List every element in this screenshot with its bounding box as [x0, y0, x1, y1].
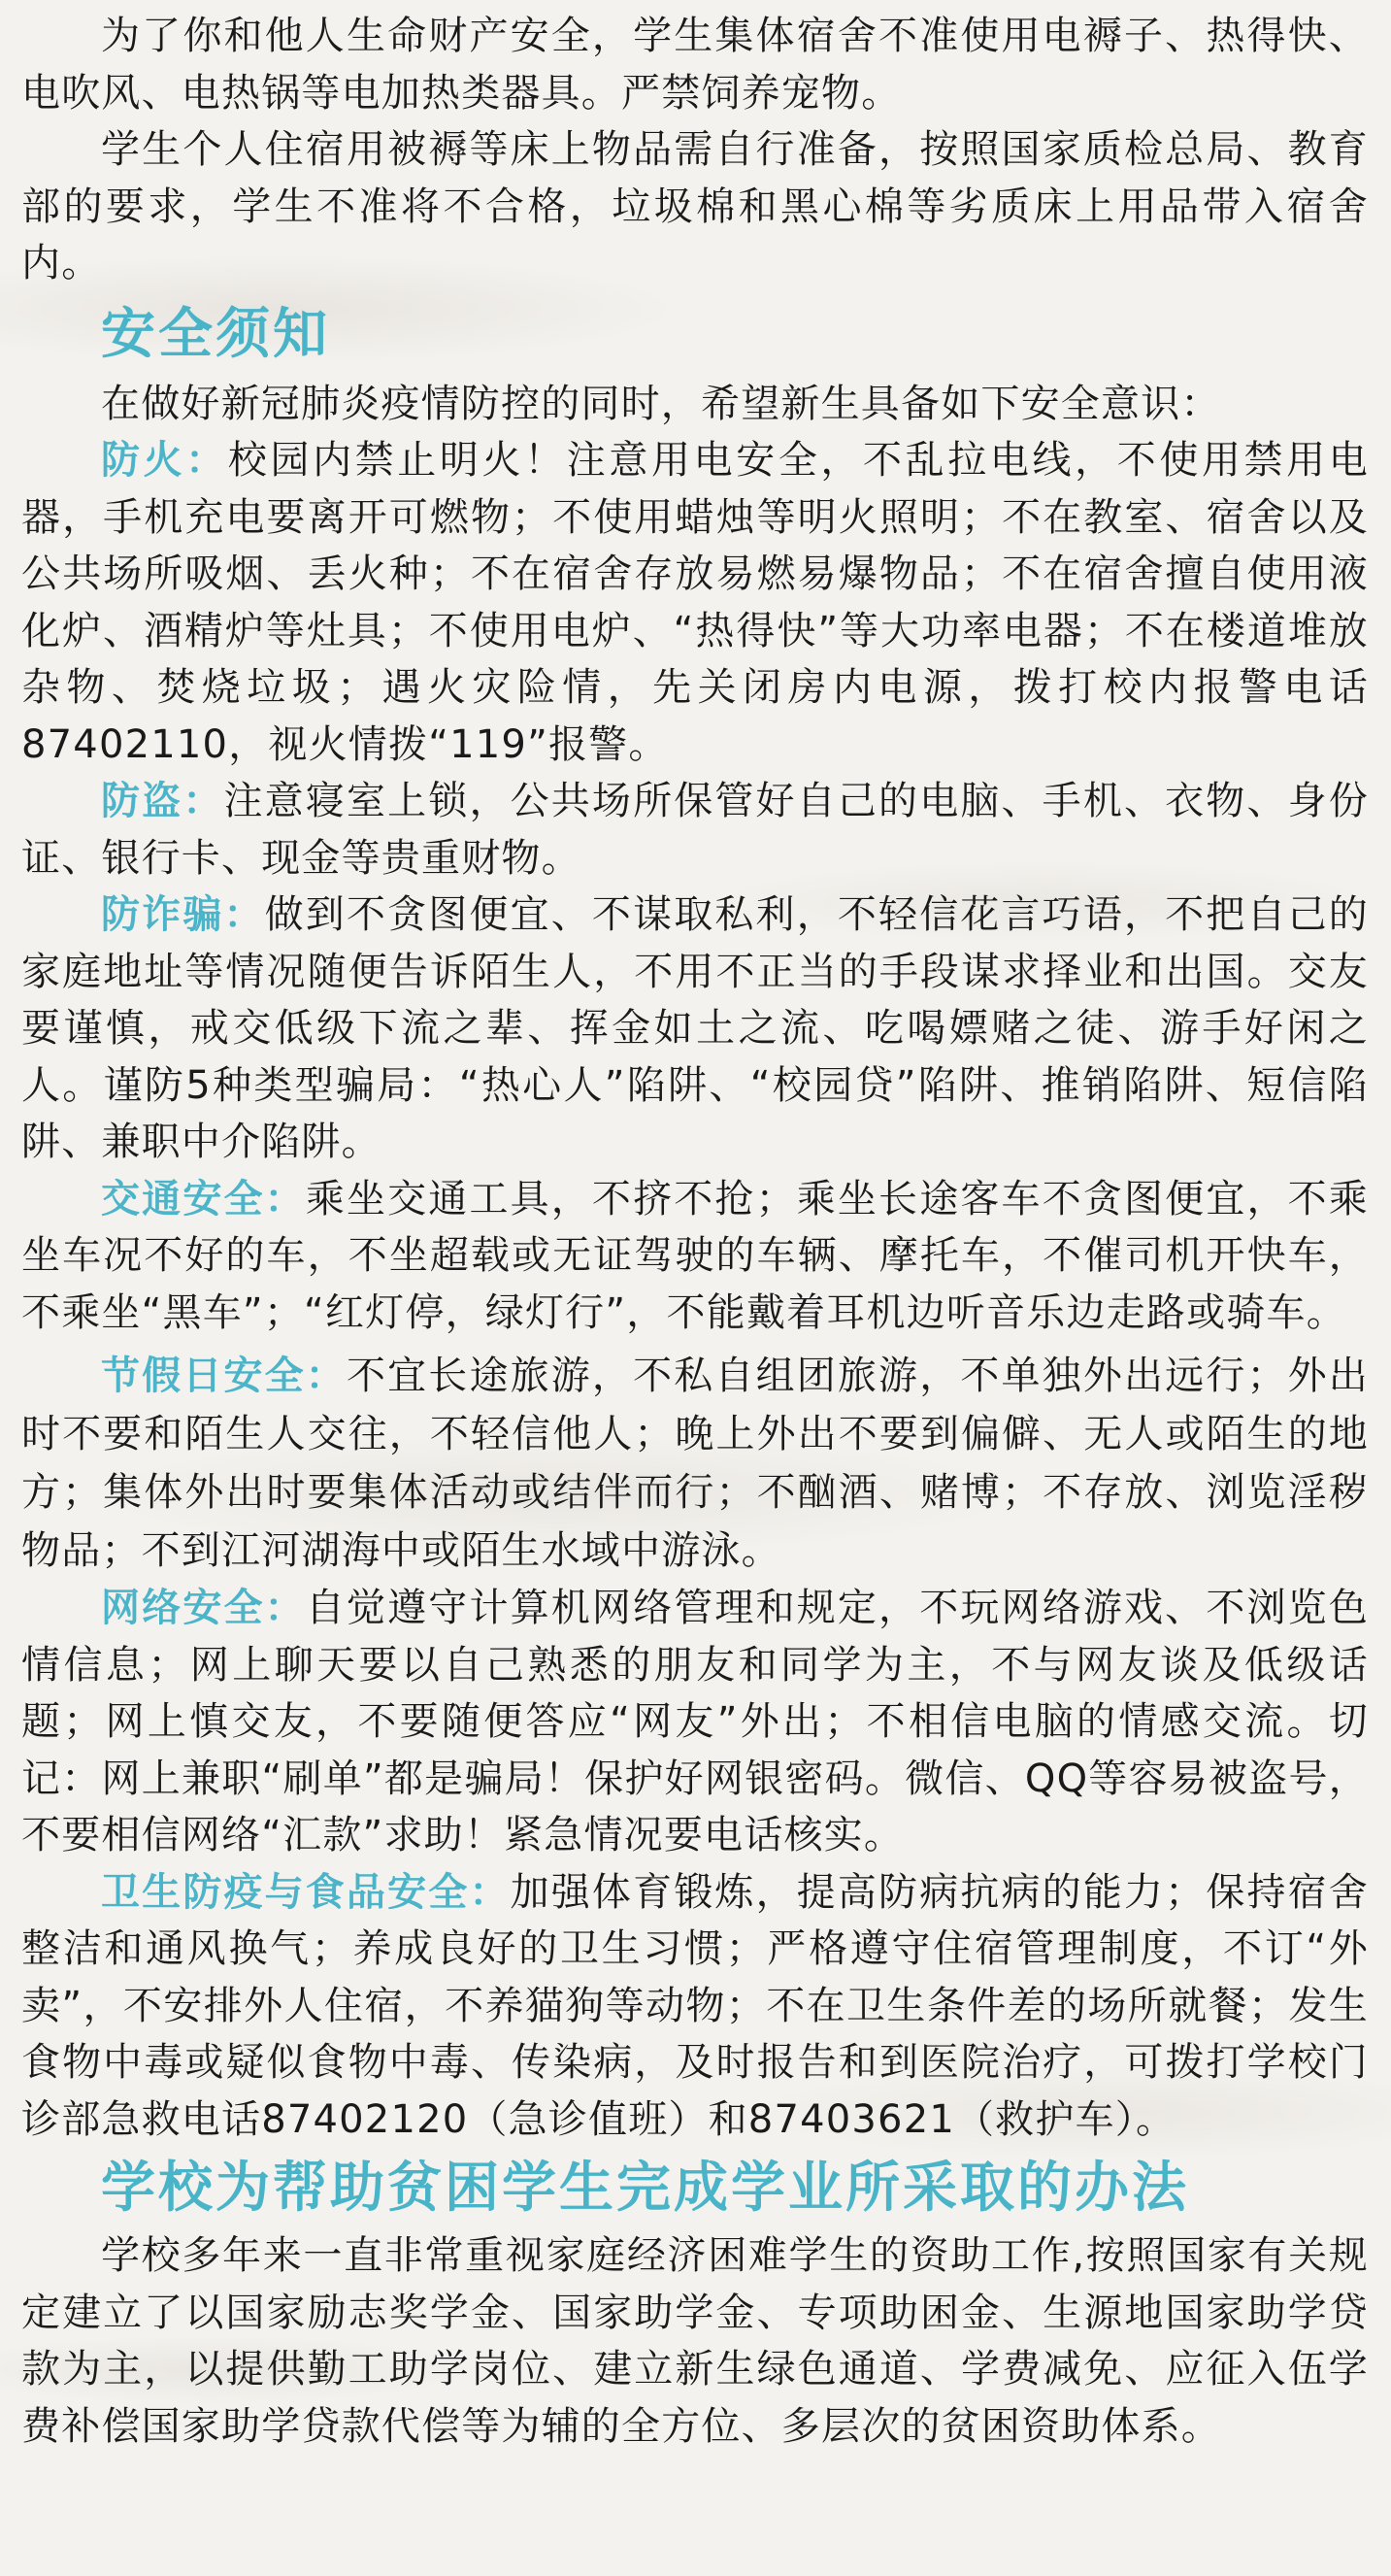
theft-text: 注意寝室上锁，公共场所保管好自己的电脑、手机、衣物、身份证、银行卡、现金等贵重财物。 — [21, 779, 1369, 881]
aid-heading: 学校为帮助贫困学生完成学业所采取的办法 — [101, 2157, 1189, 2220]
safety-item-fire — [21, 432, 1369, 773]
fire-text: 校园内禁止明火！注意用电安全，不乱拉电线，不使用禁用电器，手机充电要离开可燃物；不使用蜡烛等明火照明；不在教室、宿舍以及公共场所吸烟、丢火种；不在宿舍存放易燃易爆物品；不在宿舍擅自使用液化炉、酒精炉等灶具；不使用电炉、“热得快”等大功率电器；不在楼道堆放杂物、焚烧垃圾；遇火灾险情，先关闭房内电源，拨打校内报警电话87402110，视火情拨“119”报警。 — [21, 438, 1369, 767]
document-page — [21, 8, 1369, 2455]
fraud-text: 做到不贪图便宜、不谋取私利，不轻信花言巧语，不把自己的家庭地址等情况随便告诉陌生人，不用不正当的手段谋求择业和出国。交友要谨慎，戒交低级下流之辈、挥金如土之流、吃喝嫖赌之徒、游手好闲之人。谨防5种类型骗局：“热心人”陷阱、“校园贷”陷阱、推销陷阱、短信陷阱、兼职中介陷阱。 — [21, 892, 1369, 1164]
safety-item-holiday — [21, 1347, 1369, 1580]
aid-paragraph: 学校多年来一直非常重视家庭经济困难学生的资助工作,按照国家有关规定建立了以国家励志奖学金、国家助学金、专项助困金、生源地国家助学贷款为主，以提供勤工助学岗位、建立新生绿色通道、学费减免、应征入伍学费补偿国家助学贷款代偿等为辅的全方位、多层次的贫困资助体系。 — [21, 2233, 1369, 2449]
holiday-label: 节假日安全： — [101, 1354, 347, 1398]
safety-item-health — [21, 1864, 1369, 2149]
traffic-label: 交通安全： — [101, 1176, 306, 1221]
intro-paragraph-2: 学生个人住宿用被褥等床上物品需自行准备，按照国家质检总局、教育部的要求，学生不准将不合格，垃圾棉和黑心棉等劣质床上用品带入宿舍内。 — [21, 127, 1369, 285]
safety-heading: 安全须知 — [101, 302, 330, 366]
fire-label: 防火： — [101, 438, 228, 483]
intro-paragraph-1: 为了你和他人生命财产安全，学生集体宿舍不准使用电褥子、热得快、电吹风、电热锅等电加热类器具。严禁饲养宠物。 — [21, 14, 1369, 116]
health-text: 加强体育锻炼，提高防病抗病的能力；保持宿舍整洁和通风换气；养成良好的卫生习惯；严格遵守住宿管理制度，不订“外卖”，不安排外人住宿，不养猫狗等动物；不在卫生条件差的场所就餐；发生食物中毒或疑似食物中毒、传染病，及时报告和到医院治疗，可拨打学校门诊部急救电话87402120（急诊值班）和87403621（救护车）。 — [21, 1869, 1370, 2142]
safety-intro: 在做好新冠肺炎疫情防控的同时，希望新生具备如下安全意识： — [101, 381, 1221, 426]
health-label: 卫生防疫与食品安全： — [101, 1869, 511, 1915]
holiday-text: 不宜长途旅游，不私自组团旅游，不单独外出远行；外出时不要和陌生人交往，不轻信他人；晚上外出不要到偏僻、无人或陌生的地方；集体外出时要集体活动或结伴而行；不酗酒、赌博；不存放、浏览淫秽物品；不到江河湖海中或陌生水域中游泳。 — [21, 1354, 1370, 1573]
safety-item-network — [21, 1580, 1369, 1864]
network-label: 网络安全： — [101, 1586, 306, 1630]
network-text: 自觉遵守计算机网络管理和规定，不玩网络游戏、不浏览色情信息；网上聊天要以自己熟悉的朋友和同学为主，不与网友谈及低级话题；网上慎交友，不要随便答应“网友”外出；不相信电脑的情感交流。切记：网上兼职“刷单”都是骗局！保护好网银密码。微信、QQ等容易被盗号，不要相信网络“汇款”求助！紧急情况要电话核实。 — [21, 1586, 1370, 1857]
theft-label: 防盗： — [101, 779, 224, 823]
traffic-text: 乘坐交通工具，不挤不抢；乘坐长途客车不贪图便宜，不乘坐车况不好的车，不坐超载或无证驾驶的车辆、摩托车，不催司机开快车，不乘坐“黑车”；“红灯停，绿灯行”，不能戴着耳机边听音乐边走路或骑车。 — [21, 1176, 1370, 1335]
safety-item-theft — [21, 773, 1369, 887]
safety-item-traffic — [21, 1171, 1369, 1342]
fraud-label: 防诈骗： — [101, 892, 265, 937]
safety-item-fraud — [21, 887, 1369, 1171]
